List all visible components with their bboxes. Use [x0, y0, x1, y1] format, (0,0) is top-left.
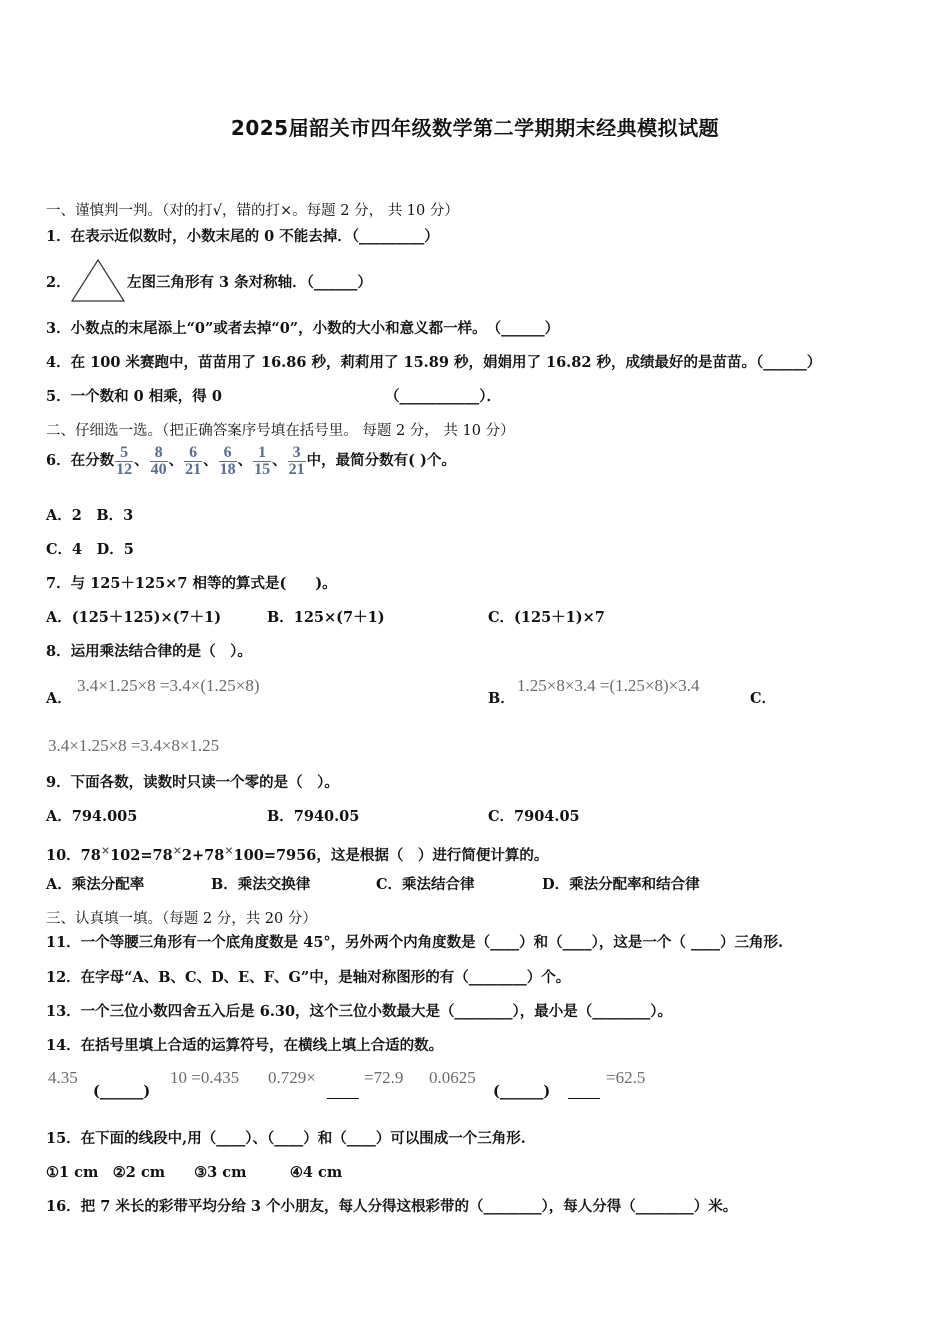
separator: 、	[272, 452, 287, 469]
q14-expr-3: 0.729×	[268, 1068, 316, 1087]
fraction-3: $\frac{6}{21}$	[185, 443, 202, 478]
question-11: 11．一个等腰三角形有一个底角度数是 45°，另外两个内角度数是（____）和（____），这是一个（ ____）三角形.	[46, 934, 783, 951]
question-8: 8．运用乘法结合律的是（ ）。	[46, 643, 252, 660]
q14-expr-1: 4.35	[48, 1068, 78, 1087]
times-sign: ×	[100, 844, 111, 857]
section-3-header: 三、认真填一填。（每题 2 分，共 20 分）	[46, 911, 317, 927]
question-9-option-c: C．7904.05	[488, 808, 580, 825]
separator: 、	[203, 452, 218, 469]
question-10-option-b: B．乘法交换律	[211, 876, 311, 893]
fraction-5: $\frac{1}{15}$	[254, 443, 271, 478]
times-sign: ×	[172, 844, 182, 857]
q14-expr-2: 10 =0.435	[170, 1068, 240, 1087]
question-2-number: 2．	[46, 274, 71, 291]
question-10-option-c: C．乘法结合律	[376, 876, 475, 893]
question-9-option-b: B．7940.05	[267, 808, 360, 825]
page-title: 2025届韶关市四年级数学第二学期期末经典模拟试题	[230, 116, 720, 140]
fraction-4: $\frac{6}{18}$	[219, 443, 236, 478]
question-7-option-b: B．125×(7＋1)	[267, 609, 385, 626]
fraction-1: $\frac{5}{12}$	[116, 443, 133, 478]
question-8-option-a-label: A．	[46, 690, 72, 707]
question-13: 13．一个三位小数四舍五入后是 6.30，这个三位小数最大是（________），最小是（________）。	[46, 1003, 673, 1020]
question-15: 15．在下面的线段中,用（____）、（____）和（____）可以围成一个三角形.	[46, 1130, 526, 1147]
question-8-option-c-label: C．	[750, 690, 777, 707]
fraction-2: $\frac{8}{40}$	[150, 443, 167, 478]
times-sign: ×	[224, 844, 234, 857]
q14-expr-5: 0.0625	[429, 1068, 476, 1087]
q14-blank-2: (______)	[493, 1083, 551, 1100]
question-1: 1．在表示近似数时，小数末尾的 0 不能去掉．（_________）	[46, 228, 439, 245]
question-8-option-c-expr: 3.4×1.25×8 =3.4×8×1.25	[48, 736, 220, 755]
question-8-option-b-expr: 1.25×8×3.4 =(1.25×8)×3.4	[517, 676, 700, 695]
q14-expr-6: =62.5	[606, 1068, 646, 1087]
question-9-option-a: A．794.005	[46, 808, 138, 825]
question-10	[46, 841, 548, 866]
separator: 、	[237, 452, 253, 469]
question-10-option-a: A．乘法分配率	[46, 876, 145, 893]
question-15-options: ①1 cm ②2 cm ③3 cm ④4 cm	[46, 1164, 343, 1181]
q14-blank-1: (______)	[93, 1083, 151, 1100]
section-2-header: 二、仔细选一选。（把正确答案序号填在括号里。 每题 2 分， 共 10 分）	[46, 423, 515, 439]
question-6-suffix: 中，最简分数有( )个。	[306, 452, 456, 469]
question-14: 14．在括号里填上合适的运算符号，在横线上填上合适的数。	[46, 1037, 444, 1054]
separator: 、	[168, 452, 184, 469]
q10-part-4: 100=7956，这是根据（ ）进行简便计算的。	[233, 846, 549, 864]
question-6-options-cd: C．4 D．5	[46, 541, 134, 558]
question-7-option-c: C．(125＋1)×7	[488, 609, 605, 626]
question-8-option-a-expr: 3.4×1.25×8 =3.4×(1.25×8)	[77, 676, 260, 695]
q14-expr-4: =72.9	[364, 1068, 404, 1087]
q10-part-1: 10．78	[46, 846, 101, 864]
question-7-option-a: A．(125＋125)×(7＋1)	[46, 609, 222, 626]
separator: 、	[134, 452, 149, 469]
question-5-blank: （___________）．	[385, 388, 501, 405]
question-6-options-ab: A．2 B．3	[46, 507, 134, 524]
question-2-text: 左图三角形有 3 条对称轴．（______）	[127, 274, 372, 291]
question-8-option-b-label: B．	[488, 690, 515, 707]
question-10-option-d: D．乘法分配率和结合律	[542, 876, 700, 893]
question-6-prefix: 6．在分数	[46, 452, 115, 469]
q10-part-2: 102=78	[110, 846, 173, 864]
question-7: 7．与 125＋125×7 相等的算式是( )。	[46, 575, 337, 592]
question-12: 12．在字母“A、B、C、D、E、F、G”中，是轴对称图形的有（________）个。	[46, 969, 571, 986]
question-9: 9．下面各数，读数时只读一个零的是（ ）。	[46, 774, 339, 791]
fraction-6: $\frac{3}{21}$	[288, 443, 305, 478]
triangle-figure	[70, 258, 126, 303]
section-1-header: 一、谨慎判一判。（对的打√，错的打×。每题 2 分， 共 10 分）	[46, 203, 459, 219]
q10-part-3: 2+78	[181, 846, 225, 864]
question-6	[46, 441, 456, 481]
question-3: 3．小数点的末尾添上“0”或者去掉“0”，小数的大小和意义都一样。 （______）	[46, 320, 560, 337]
q14-underline-1	[327, 1084, 359, 1099]
question-16: 16．把 7 米长的彩带平均分给 3 个小朋友，每人分得这根彩带的（________），每人分得（________）米。	[46, 1198, 738, 1215]
question-5-text: 5．一个数和 0 相乘，得 0	[46, 388, 222, 405]
q14-underline-2	[568, 1084, 600, 1099]
question-4: 4．在 100 米赛跑中，苗苗用了 16.86 秒，莉莉用了 15.89 秒，娟娟用了 16.82 秒，成绩最好的是苗苗。（______）	[46, 354, 822, 371]
